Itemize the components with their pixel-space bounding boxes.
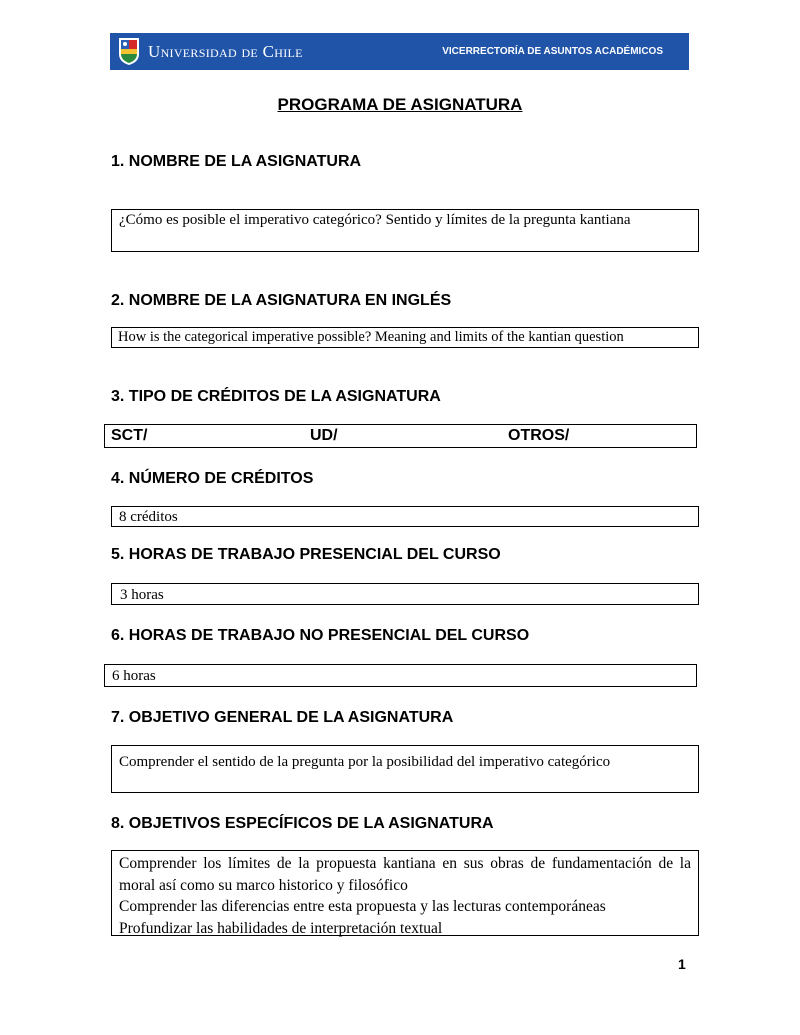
credit-type-sct: SCT/: [111, 427, 148, 444]
credit-type-box: [104, 424, 697, 448]
specific-objective-3: Profundizar las habilidades de interpretación textual: [119, 919, 443, 937]
presential-hours-value: 3 horas: [120, 587, 164, 603]
section-3-heading: 3. TIPO DE CRÉDITOS DE LA ASIGNATURA: [111, 388, 441, 405]
section-4-heading: 4. NÚMERO DE CRÉDITOS: [111, 470, 314, 487]
university-crest-icon: [118, 37, 140, 66]
credit-number-value: 8 créditos: [119, 509, 178, 525]
section-6-heading: 6. HORAS DE TRABAJO NO PRESENCIAL DEL CURSO: [111, 627, 530, 644]
specific-objective-2: Comprender las diferencias entre esta propuesta y las lecturas contemporáneas: [119, 898, 606, 915]
course-name-english-value: How is the categorical imperative possible? Meaning and limits of the kantian question: [118, 329, 624, 345]
course-name-english-box: [111, 327, 699, 348]
university-name: Universidad de Chile: [148, 42, 303, 61]
general-objective-box: [111, 745, 699, 793]
section-5-heading: 5. HORAS DE TRABAJO PRESENCIAL DEL CURSO: [111, 546, 501, 563]
section-7-heading: 7. OBJETIVO GENERAL DE LA ASIGNATURA: [111, 709, 454, 726]
credit-number-box: [111, 506, 699, 527]
presential-hours-box: [111, 583, 699, 605]
section-8-heading: 8. OBJETIVOS ESPECÍFICOS DE LA ASIGNATURA: [111, 815, 494, 832]
university-banner: [110, 33, 689, 70]
course-name-value: ¿Cómo es posible el imperativo categórico? Sentido y límites de la pregunta kantiana: [119, 212, 631, 228]
page-number: 1: [678, 956, 686, 972]
section-1-heading: 1. NOMBRE DE LA ASIGNATURA: [111, 153, 362, 170]
non-presential-hours-value: 6 horas: [112, 668, 156, 684]
specific-objective-1: Comprender los límites de la propuesta kantiana en sus obras de fundamentación de la moral así como su marco historico y filosófico: [119, 855, 691, 894]
specific-objectives-box: [111, 850, 699, 936]
credit-type-otros: OTROS/: [508, 427, 570, 444]
general-objective-value: Comprender el sentido de la pregunta por la posibilidad del imperativo categórico: [119, 754, 611, 770]
credit-type-ud: UD/: [310, 427, 338, 444]
vice-rectory-label: VICERRECTORÍA DE ASUNTOS ACADÉMICOS: [442, 46, 663, 57]
course-name-box: [111, 209, 699, 252]
page-title: PROGRAMA DE ASIGNATURA: [277, 95, 523, 114]
non-presential-hours-box: [104, 664, 697, 687]
section-2-heading: 2. NOMBRE DE LA ASIGNATURA EN INGLÉS: [111, 292, 452, 309]
